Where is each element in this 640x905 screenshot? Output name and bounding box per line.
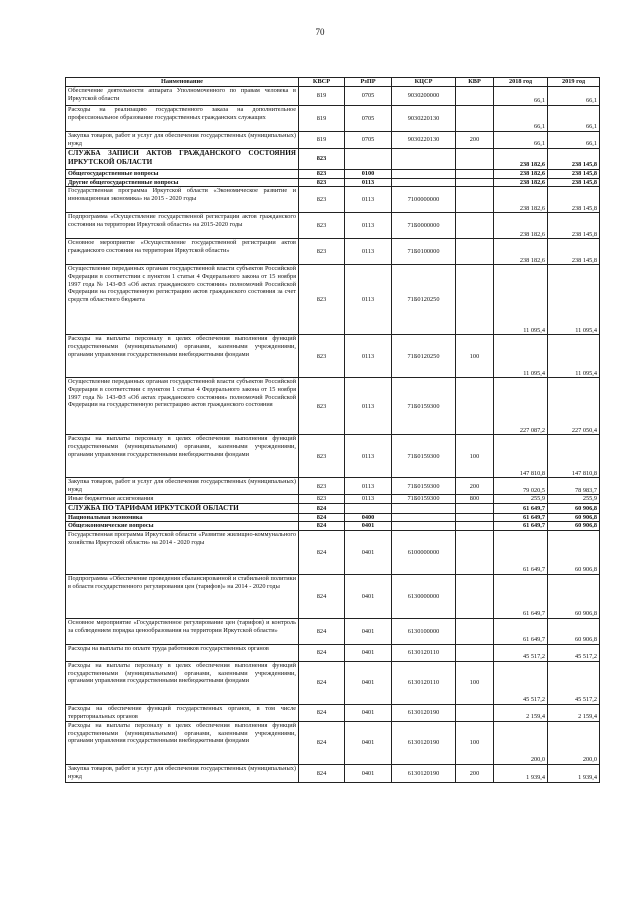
cell-y2019: 238 145,8 bbox=[548, 149, 600, 170]
cell-kvsr: 824 bbox=[299, 531, 345, 575]
cell-kcsr: 9030220130 bbox=[392, 106, 456, 132]
table-row bbox=[66, 575, 600, 619]
cell-kvsr: 824 bbox=[299, 705, 345, 722]
cell-kvsr: 824 bbox=[299, 522, 345, 531]
cell-name: Закупка товаров, работ и услуг для обеспечения государственных (муниципальных) нужд bbox=[66, 478, 299, 495]
cell-y2018: 66,1 bbox=[494, 132, 548, 149]
table-body bbox=[66, 87, 600, 783]
cell-y2019: 200,0 bbox=[548, 722, 600, 765]
cell-y2019: 1 939,4 bbox=[548, 765, 600, 783]
cell-kvr bbox=[456, 87, 494, 106]
cell-rzpr: 0401 bbox=[345, 705, 392, 722]
cell-name: Расходы на выплаты по оплате труда работников государственных органов bbox=[66, 645, 299, 662]
cell-kvr: 200 bbox=[456, 478, 494, 495]
cell-name: Государственная программа Иркутской области «Экономическое развитие и инновационная экономика» на 2015 - 2020 годы bbox=[66, 187, 299, 213]
cell-rzpr bbox=[345, 504, 392, 514]
table-row bbox=[66, 187, 600, 213]
cell-y2018: 61 649,7 bbox=[494, 513, 548, 522]
cell-y2018: 61 649,7 bbox=[494, 619, 548, 645]
cell-y2018: 61 649,7 bbox=[494, 504, 548, 514]
cell-y2018: 79 020,5 bbox=[494, 478, 548, 495]
table-row bbox=[66, 335, 600, 378]
cell-kvsr: 823 bbox=[299, 265, 345, 335]
cell-kvsr: 823 bbox=[299, 149, 345, 170]
cell-kcsr bbox=[392, 513, 456, 522]
cell-rzpr: 0401 bbox=[345, 575, 392, 619]
table-row bbox=[66, 478, 600, 495]
cell-name: СЛУЖБА ЗАПИСИ АКТОВ ГРАЖДАНСКОГО СОСТОЯНИЯ ИРКУТСКОЙ ОБЛАСТИ bbox=[66, 149, 299, 170]
cell-y2019: 60 906,8 bbox=[548, 522, 600, 531]
cell-name: Обеспечение деятельности аппарата Уполномоченного по правам человека в Иркутской области bbox=[66, 87, 299, 106]
cell-kvr: 100 bbox=[456, 662, 494, 705]
cell-kvr bbox=[456, 378, 494, 435]
cell-kvsr: 819 bbox=[299, 106, 345, 132]
cell-name: Основное мероприятие «Государственное регулирование цен (тарифов) и контроль за соблюдением порядка ценообразования на территории Иркутской области» bbox=[66, 619, 299, 645]
cell-kvsr: 824 bbox=[299, 619, 345, 645]
cell-kvsr: 823 bbox=[299, 378, 345, 435]
cell-name: Национальная экономика bbox=[66, 513, 299, 522]
cell-rzpr: 0113 bbox=[345, 239, 392, 265]
table-row bbox=[66, 531, 600, 575]
cell-kvsr: 819 bbox=[299, 132, 345, 149]
cell-y2019: 147 810,8 bbox=[548, 435, 600, 478]
cell-rzpr: 0113 bbox=[345, 495, 392, 504]
cell-kvr bbox=[456, 513, 494, 522]
cell-kvr bbox=[456, 213, 494, 239]
page-number: 70 bbox=[315, 27, 325, 37]
cell-y2019: 60 906,8 bbox=[548, 504, 600, 514]
cell-name: Общегосударственные вопросы bbox=[66, 170, 299, 179]
cell-name: Общеэкономические вопросы bbox=[66, 522, 299, 531]
cell-kvsr: 823 bbox=[299, 478, 345, 495]
cell-y2018: 61 649,7 bbox=[494, 531, 548, 575]
cell-rzpr: 0113 bbox=[345, 187, 392, 213]
cell-kcsr: 71Б0159300 bbox=[392, 495, 456, 504]
cell-name: Расходы на обеспечение функций государственных органов, в том числе территориальных органов bbox=[66, 705, 299, 722]
table-row bbox=[66, 504, 600, 514]
cell-name: Государственная программа Иркутской области «Развитие жилищно-коммунального хозяйства Иркутской области» на 2014 - 2020 годы bbox=[66, 531, 299, 575]
cell-y2018: 66,1 bbox=[494, 106, 548, 132]
cell-y2018: 238 182,6 bbox=[494, 187, 548, 213]
cell-y2019: 2 159,4 bbox=[548, 705, 600, 722]
cell-rzpr bbox=[345, 149, 392, 170]
table-row bbox=[66, 265, 600, 335]
table-row bbox=[66, 662, 600, 705]
cell-rzpr: 0705 bbox=[345, 106, 392, 132]
table-row bbox=[66, 722, 600, 765]
cell-y2018: 11 095,4 bbox=[494, 265, 548, 335]
cell-y2019: 45 517,2 bbox=[548, 662, 600, 705]
cell-name: Иные бюджетные ассигнования bbox=[66, 495, 299, 504]
cell-rzpr: 0401 bbox=[345, 722, 392, 765]
cell-y2019: 66,1 bbox=[548, 106, 600, 132]
cell-y2019: 227 050,4 bbox=[548, 378, 600, 435]
header-2019: 2019 год bbox=[548, 78, 600, 87]
cell-kcsr: 7100000000 bbox=[392, 187, 456, 213]
cell-kvr bbox=[456, 178, 494, 187]
cell-y2018: 238 182,6 bbox=[494, 149, 548, 170]
cell-y2018: 11 095,4 bbox=[494, 335, 548, 378]
cell-kcsr: 6130120190 bbox=[392, 722, 456, 765]
cell-rzpr: 0400 bbox=[345, 513, 392, 522]
cell-kcsr: 6130120110 bbox=[392, 645, 456, 662]
cell-name: Закупка товаров, работ и услуг для обеспечения государственных (муниципальных) нужд bbox=[66, 132, 299, 149]
cell-y2018: 61 649,7 bbox=[494, 575, 548, 619]
cell-y2018: 61 649,7 bbox=[494, 522, 548, 531]
cell-y2019: 60 906,8 bbox=[548, 575, 600, 619]
cell-kvr: 100 bbox=[456, 335, 494, 378]
cell-kcsr: 71Б0120250 bbox=[392, 335, 456, 378]
cell-kcsr: 6130120190 bbox=[392, 765, 456, 783]
cell-kvr: 800 bbox=[456, 495, 494, 504]
table-row bbox=[66, 765, 600, 783]
cell-y2019: 255,9 bbox=[548, 495, 600, 504]
cell-kvsr: 823 bbox=[299, 239, 345, 265]
table-row bbox=[66, 522, 600, 531]
cell-kvsr: 823 bbox=[299, 187, 345, 213]
cell-kvsr: 823 bbox=[299, 435, 345, 478]
cell-rzpr: 0401 bbox=[345, 522, 392, 531]
cell-y2019: 238 145,8 bbox=[548, 213, 600, 239]
cell-y2018: 200,0 bbox=[494, 722, 548, 765]
table-row bbox=[66, 149, 600, 170]
cell-y2018: 227 087,2 bbox=[494, 378, 548, 435]
cell-y2018: 2 159,4 bbox=[494, 705, 548, 722]
cell-kvsr: 823 bbox=[299, 170, 345, 179]
cell-kvr bbox=[456, 187, 494, 213]
table-row bbox=[66, 645, 600, 662]
header-name: Наименование bbox=[66, 78, 299, 87]
cell-kvr bbox=[456, 531, 494, 575]
table-header-row bbox=[66, 78, 600, 87]
cell-y2019: 238 145,8 bbox=[548, 187, 600, 213]
table-row bbox=[66, 705, 600, 722]
cell-name: Закупка товаров, работ и услуг для обеспечения государственных (муниципальных) нужд bbox=[66, 765, 299, 783]
cell-rzpr: 0113 bbox=[345, 265, 392, 335]
cell-kvr: 200 bbox=[456, 132, 494, 149]
cell-rzpr: 0113 bbox=[345, 478, 392, 495]
cell-y2018: 238 182,6 bbox=[494, 178, 548, 187]
table-row bbox=[66, 87, 600, 106]
table-row bbox=[66, 132, 600, 149]
cell-kcsr: 71Б0159300 bbox=[392, 478, 456, 495]
cell-y2019: 238 145,8 bbox=[548, 178, 600, 187]
cell-y2019: 11 095,4 bbox=[548, 265, 600, 335]
header-kcsr: КЦСР bbox=[392, 78, 456, 87]
cell-name: Расходы на реализацию государственного заказа на дополнительное профессиональное образование государственных гражданских служащих bbox=[66, 106, 299, 132]
cell-kvr: 100 bbox=[456, 722, 494, 765]
cell-kvsr: 823 bbox=[299, 335, 345, 378]
cell-kvsr: 823 bbox=[299, 178, 345, 187]
cell-name: Основное мероприятие «Осуществление государственной регистрации актов гражданского состояния на территории Иркутской области» bbox=[66, 239, 299, 265]
cell-y2019: 66,1 bbox=[548, 87, 600, 106]
table-row bbox=[66, 213, 600, 239]
table-row bbox=[66, 106, 600, 132]
cell-kvsr: 824 bbox=[299, 645, 345, 662]
table-row bbox=[66, 513, 600, 522]
cell-rzpr: 0401 bbox=[345, 531, 392, 575]
cell-kvr bbox=[456, 705, 494, 722]
cell-y2018: 45 517,2 bbox=[494, 645, 548, 662]
cell-kcsr: 71Б0000000 bbox=[392, 213, 456, 239]
cell-kvr bbox=[456, 170, 494, 179]
cell-kcsr: 71Б0159300 bbox=[392, 378, 456, 435]
cell-name: Осуществление переданных органам государственной власти субъектов Российской Федерации в соответствии с пунктом 1 статьи 4 Федерального закона от 15 ноября 1997 года № 143-ФЗ «Об актах гражданского состояния» полномочий Российской Федерации на государственную регистрацию актов гражданского состояния bbox=[66, 378, 299, 435]
table-row bbox=[66, 619, 600, 645]
table-row bbox=[66, 239, 600, 265]
cell-y2019: 78 983,7 bbox=[548, 478, 600, 495]
cell-kvr bbox=[456, 504, 494, 514]
cell-y2019: 238 145,8 bbox=[548, 239, 600, 265]
cell-kvsr: 824 bbox=[299, 575, 345, 619]
cell-kvsr: 824 bbox=[299, 662, 345, 705]
cell-kvr bbox=[456, 619, 494, 645]
cell-y2019: 66,1 bbox=[548, 132, 600, 149]
cell-rzpr: 0705 bbox=[345, 87, 392, 106]
cell-name: Расходы на выплаты персоналу в целях обеспечения выполнения функций государственными (муниципальными) органами, казенными учреждениями, органами управления государственными внебюджетными фондами bbox=[66, 435, 299, 478]
cell-kvr bbox=[456, 239, 494, 265]
cell-y2019: 60 906,8 bbox=[548, 513, 600, 522]
cell-y2018: 238 182,6 bbox=[494, 239, 548, 265]
cell-rzpr: 0113 bbox=[345, 435, 392, 478]
cell-kvr bbox=[456, 149, 494, 170]
cell-kcsr: 6100000000 bbox=[392, 531, 456, 575]
cell-kcsr bbox=[392, 170, 456, 179]
cell-rzpr: 0113 bbox=[345, 178, 392, 187]
budget-table bbox=[65, 77, 600, 783]
cell-kvsr: 823 bbox=[299, 495, 345, 504]
cell-name: СЛУЖБА ПО ТАРИФАМ ИРКУТСКОЙ ОБЛАСТИ bbox=[66, 504, 299, 514]
cell-kcsr bbox=[392, 149, 456, 170]
cell-kcsr bbox=[392, 504, 456, 514]
cell-kvr bbox=[456, 575, 494, 619]
cell-kcsr: 6130100000 bbox=[392, 619, 456, 645]
cell-rzpr: 0401 bbox=[345, 619, 392, 645]
cell-kcsr bbox=[392, 522, 456, 531]
cell-kvsr: 819 bbox=[299, 87, 345, 106]
cell-kvsr: 823 bbox=[299, 213, 345, 239]
cell-name: Другие общегосударственные вопросы bbox=[66, 178, 299, 187]
cell-y2019: 238 145,8 bbox=[548, 170, 600, 179]
cell-kvsr: 824 bbox=[299, 513, 345, 522]
header-2018: 2018 год bbox=[494, 78, 548, 87]
header-rzpr: РзПР bbox=[345, 78, 392, 87]
cell-y2018: 238 182,6 bbox=[494, 170, 548, 179]
cell-kvr: 100 bbox=[456, 435, 494, 478]
cell-y2019: 60 906,8 bbox=[548, 531, 600, 575]
cell-y2018: 1 939,4 bbox=[494, 765, 548, 783]
cell-y2018: 255,9 bbox=[494, 495, 548, 504]
cell-kcsr: 71Б0120250 bbox=[392, 265, 456, 335]
cell-rzpr: 0705 bbox=[345, 132, 392, 149]
cell-rzpr: 0401 bbox=[345, 765, 392, 783]
cell-kvsr: 824 bbox=[299, 504, 345, 514]
cell-kcsr: 9030200000 bbox=[392, 87, 456, 106]
cell-rzpr: 0113 bbox=[345, 378, 392, 435]
cell-y2018: 66,1 bbox=[494, 87, 548, 106]
cell-y2019: 45 517,2 bbox=[548, 645, 600, 662]
cell-y2019: 11 095,4 bbox=[548, 335, 600, 378]
table-row bbox=[66, 178, 600, 187]
cell-name: Подпрограмма «Обеспечение проведения сбалансированной и стабильной политики в области государственного регулирования цен (тарифов)» на 2014 - 2020 годы bbox=[66, 575, 299, 619]
cell-kvr bbox=[456, 106, 494, 132]
cell-name: Расходы на выплаты персоналу в целях обеспечения выполнения функций государственными (муниципальными) органами, казенными учреждениями, органами управления государственными внебюджетными фондами bbox=[66, 722, 299, 765]
cell-kvr bbox=[456, 265, 494, 335]
cell-y2018: 147 810,8 bbox=[494, 435, 548, 478]
cell-kcsr: 6130120190 bbox=[392, 705, 456, 722]
cell-kvr: 200 bbox=[456, 765, 494, 783]
cell-kvsr: 824 bbox=[299, 722, 345, 765]
cell-kcsr bbox=[392, 178, 456, 187]
cell-kvr bbox=[456, 645, 494, 662]
cell-rzpr: 0100 bbox=[345, 170, 392, 179]
cell-name: Подпрограмма «Осуществление государственной регистрации актов гражданского состояния на территории Иркутской области» на 2015-2020 годы bbox=[66, 213, 299, 239]
cell-rzpr: 0401 bbox=[345, 662, 392, 705]
cell-rzpr: 0113 bbox=[345, 213, 392, 239]
cell-y2018: 45 517,2 bbox=[494, 662, 548, 705]
cell-kvsr: 824 bbox=[299, 765, 345, 783]
cell-kcsr: 6130120110 bbox=[392, 662, 456, 705]
cell-kcsr: 6130000000 bbox=[392, 575, 456, 619]
cell-rzpr: 0401 bbox=[345, 645, 392, 662]
cell-kcsr: 71Б0159300 bbox=[392, 435, 456, 478]
cell-name: Расходы на выплаты персоналу в целях обеспечения выполнения функций государственными (муниципальными) органами, казенными учреждениями, органами управления государственными внебюджетными фондами bbox=[66, 662, 299, 705]
table-row bbox=[66, 170, 600, 179]
table-row bbox=[66, 435, 600, 478]
cell-y2018: 238 182,6 bbox=[494, 213, 548, 239]
header-kvsr: КВСР bbox=[299, 78, 345, 87]
cell-y2019: 60 906,8 bbox=[548, 619, 600, 645]
cell-kcsr: 9030220130 bbox=[392, 132, 456, 149]
table-row bbox=[66, 378, 600, 435]
cell-kcsr: 71Б0100000 bbox=[392, 239, 456, 265]
cell-rzpr: 0113 bbox=[345, 335, 392, 378]
table-row bbox=[66, 495, 600, 504]
cell-name: Расходы на выплаты персоналу в целях обеспечения выполнения функций государственными (муниципальными) органами, казенными учреждениями, органами управления государственными внебюджетными фондами bbox=[66, 335, 299, 378]
cell-kvr bbox=[456, 522, 494, 531]
header-kvr: КВР bbox=[456, 78, 494, 87]
cell-name: Осуществление переданных органам государственной власти субъектов Российской Федерации в соответствии с пунктом 1 статьи 4 Федерального закона от 15 ноября 1997 года № 143-ФЗ «Об актах гражданского состояния» полномочий Российской Федерации на государственную регистрацию актов гражданского состояния за счет средств областного бюджета bbox=[66, 265, 299, 335]
